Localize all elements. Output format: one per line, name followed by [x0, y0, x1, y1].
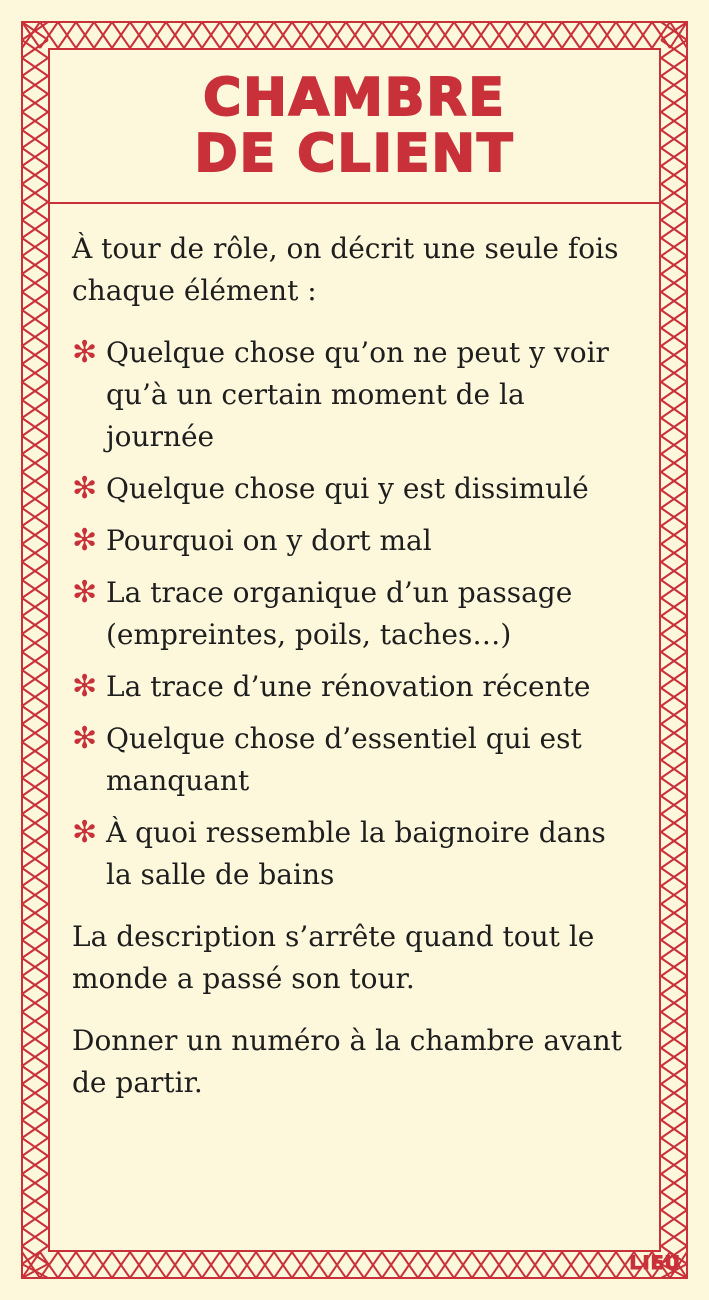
category-tag: LIEU — [629, 1252, 681, 1274]
list-item-text: Pourquoi on y dort mal — [106, 524, 432, 557]
card-content — [50, 204, 659, 1104]
list-item — [72, 572, 639, 656]
intro-text: À tour de rôle, on décrit une seule fois chaque élément : — [72, 232, 619, 307]
list-item-text: À quoi ressemble la baignoire dans la salle de bains — [106, 816, 606, 891]
list-item — [72, 666, 639, 708]
list-item-text: Quelque chose d’essentiel qui est manquant — [106, 722, 582, 797]
list-item — [72, 332, 639, 458]
element-list — [72, 332, 639, 896]
asterisk-icon: ✻ — [72, 575, 98, 610]
asterisk-icon: ✻ — [72, 721, 98, 756]
asterisk-icon: ✻ — [72, 669, 98, 704]
list-item — [72, 520, 639, 562]
asterisk-icon: ✻ — [72, 815, 98, 850]
card-body — [48, 48, 661, 1252]
card-title-line-2: DE CLIENT — [194, 124, 515, 184]
asterisk-icon: ✻ — [72, 523, 98, 558]
list-item — [72, 812, 639, 896]
list-item — [72, 468, 639, 510]
card-title-line-1: CHAMBRE — [203, 68, 506, 128]
asterisk-icon: ✻ — [72, 471, 98, 506]
asterisk-icon: ✻ — [72, 335, 98, 370]
outro-text-2: Donner un numéro à la chambre avant de partir. — [72, 1024, 622, 1099]
list-item-text: Quelque chose qui y est dissimulé — [106, 472, 589, 505]
list-item-text: Quelque chose qu’on ne peut y voir qu’à un certain moment de la journée — [106, 336, 609, 453]
list-item-text: La trace d’une rénovation récente — [106, 670, 591, 703]
outro-text-1: La description s’arrête quand tout le monde a passé son tour. — [72, 920, 595, 995]
list-item — [72, 718, 639, 802]
list-item-text: La trace organique d’un passage (empreintes, poils, taches…) — [106, 576, 573, 651]
card-header — [50, 50, 659, 204]
